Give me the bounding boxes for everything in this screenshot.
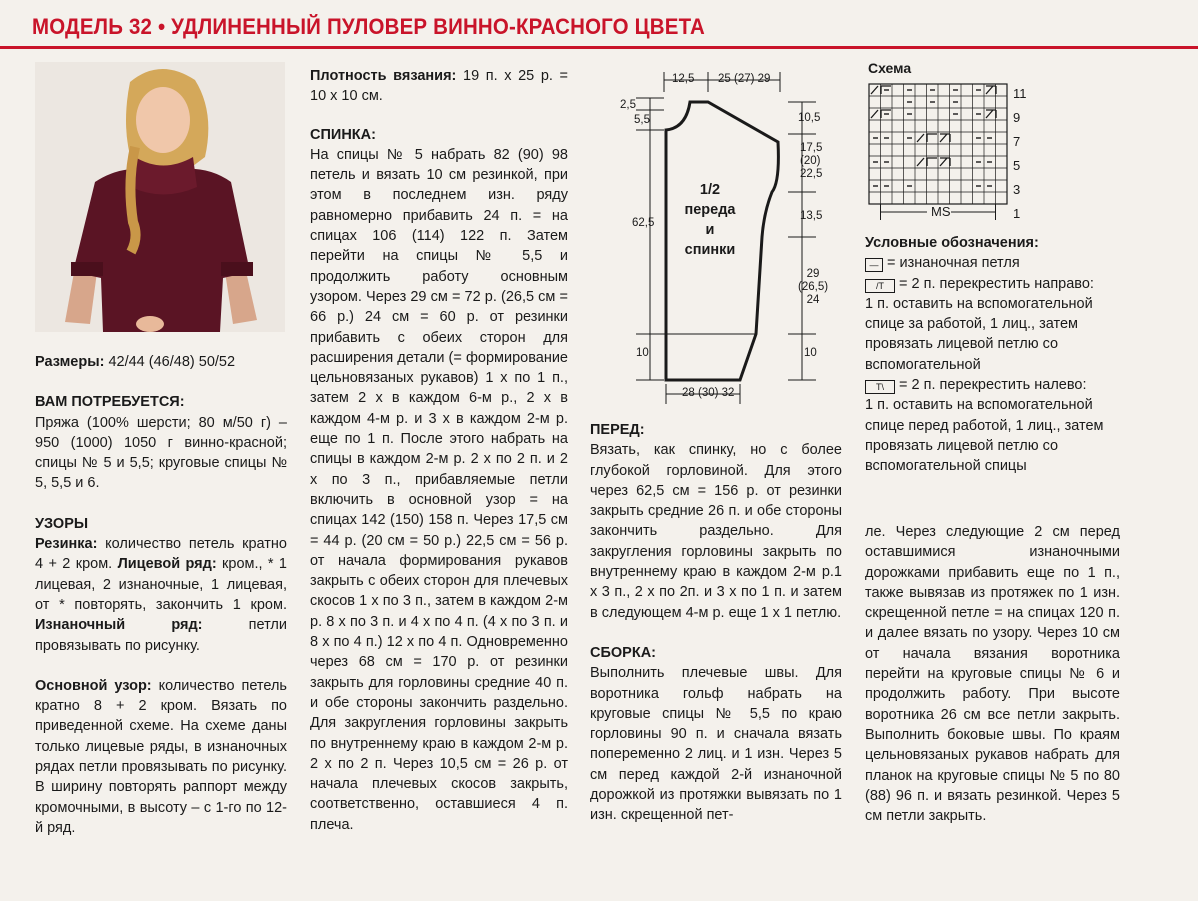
column-3 [590, 420, 842, 826]
main-pattern-text: Основной узор: количество петель кратно 8 + 2 кром. Вязать по приведенной схеме. На схеме даны только лицевые ряды, в изнаночных рядах петли провязывать по рисунку. В ширину повторять раппорт между кромочными, в высоту – с 1-го по 12-й ряд. [35, 677, 287, 836]
rib-pattern-text: Резинка: количество петель кратно 4 + 2 кром. Лицевой ряд: кром., * 1 лицевая, 2 изнаночные, 1 лицевая, от * повторять, закончить 1 кром. Изнаночный ряд: петли провязывать по рисунку. [35, 536, 287, 654]
back-text: На спицы № 5 набрать 82 (90) 98 петель и вязать 10 см резинкой, при этом в последнем изн. ряду равномерно прибавить 24 п. = на спицах 106 (114) 122 п. Затем перейти на спицы № 5,5 и продолжить работу основным узором. Через 29 см = 72 р. (26,5 см = 66 р.) 24 см = 60 р. от резинки прибавить с обеих сторон для расширения детали (= формирование цельновязаных рукавов) 1 х по 1 п., затем 2 х в каждом 6-м р., 2 х в каждом 4-м р. и 3 х в каждом 2-м р. еще по 1 п. После этого набрать на спицы в каждом 2-м р. 2 х по 2 п. и 2 х по 3 п., прибавляемые петли включить в основной узор = на спицах 142 (150) 158 п. Через 17,5 см = 44 р. (20 см = 50 р.) 22,5 см = 56 р. от начала формирования рукавов закрыть с обеих сторон для плечевых скосов 1 х по 3 п., затем в каждом 2-м р. 8 х по 3 п. и 4 х по 4 п. (4 х по 3 п. и 8 х по 4 п.) 12 х по 4 п. Одновременно через 68 см = 170 р. от резинки закрыть для горловины средние 40 п. и обе стороны закончить раздельно. Для закругления горловины закрыть по внутреннему краю в каждом 2-м р. 2 х по 2 п. Через 10,5 см = 26 р. от начала плечевых скосов закрыть, соответственно, оставшиеся 4 п. плеча. [310, 146, 568, 833]
dim-neck-2: 5,5 [634, 114, 650, 126]
purl-symbol-icon: — [865, 258, 883, 272]
chart-legend [865, 233, 1120, 477]
legend-cross-right: /T = 2 п. перекрестить направо: [865, 274, 1120, 294]
dim-neck-1: 2,5 [620, 99, 636, 111]
column-2 [310, 66, 568, 835]
dim-bottom-width: 28 (30) 32 [682, 387, 735, 399]
back-heading: СПИНКА: [310, 126, 376, 143]
dim-top-neck: 12,5 [672, 73, 695, 85]
dim-left-height: 62,5 [632, 217, 655, 229]
sizes-value: 42/44 (46/48) 50/52 [104, 354, 236, 370]
page-title: МОДЕЛЬ 32 • УДЛИНЕННЫЙ ПУЛОВЕР ВИННО-КРАСНОГО ЦВЕТА [32, 14, 705, 39]
dim-right-armhole: 17,5 (20) 22,5 [800, 142, 823, 180]
dim-right-sleeve: 13,5 [800, 210, 823, 222]
column-4 [865, 522, 1120, 826]
legend-heading: Условные обозначения: [865, 235, 1039, 251]
chart-row-numbers: 11 9 7 5 3 1 [1013, 86, 1027, 221]
front-text: Вязать, как спинку, но с более глубокой горловиной. Для этого через 62,5 см = 156 р. от резинки закрыть средние 26 п. и обе стороны закончить раздельно. Для закругления горловины закрыть по внутреннему краю в каждом 2-м р.1 х 3 п., 2 х по 2п. и 3 х по 1 п. и затем в следующем 4-м р. еще 1 х 1 петлю. [590, 442, 842, 621]
model-photo [35, 62, 285, 332]
cross-right-symbol-icon: /T [865, 279, 895, 293]
patterns-heading: УЗОРЫ [35, 515, 89, 532]
legend-cross-left: T\ = 2 п. перекрестить налево: [865, 375, 1120, 395]
legend-purl: — = изнаночная петля [865, 253, 1120, 273]
chart-footer: MS [931, 204, 951, 219]
materials-heading: ВАМ ПОТРЕБУЕТСЯ: [35, 394, 185, 411]
cross-left-symbol-icon: T\ [865, 380, 895, 394]
model-illustration [35, 62, 285, 332]
chart-title: Схема [868, 60, 912, 76]
schematic-label: 1/2 переда и спинки [684, 182, 736, 258]
dim-right-body: 29 (26,5) 24 [798, 268, 829, 306]
stitch-chart [865, 62, 1045, 232]
gauge-text: Плотность вязания: 19 п. х 25 р. = 10 х 10 см. [310, 68, 569, 105]
sizes-label: Размеры: [35, 354, 105, 370]
dim-right-shoulder: 10,5 [798, 112, 821, 124]
legend-cross-left-text: 1 п. оставить на вспомогательной спице перед работой, 1 лиц., затем провязать лицевой петлю со вспомогательной спицы [865, 397, 1104, 475]
dim-left-rib: 10 [636, 347, 649, 359]
materials-text: Пряжа (100% шерсти; 80 м/50 г) – 950 (1000) 1050 г винно-красной; спицы № 5 и 5,5; круговые спицы № 5, 5,5 и 6. [35, 414, 287, 492]
pattern-schematic [590, 62, 830, 407]
front-heading: ПЕРЕД: [590, 422, 645, 438]
column-1 [35, 352, 287, 838]
legend-cross-right-text: 1 п. оставить на вспомогательной спице за работой, 1 лиц., затем провязать лицевой петлю со вспомогательной [865, 295, 1093, 373]
dim-top-width: 25 (27) 29 [718, 73, 771, 85]
assembly-continued-text: ле. Через следующие 2 см перед оставшимися изнаночными дорожками прибавить еще по 1 п., также вывязав из протяжек по 1 изн. скрещенной петле = на спицах 120 п. и далее вязать по узору. Через 10 см от начала вязания воротника перейти на круговые спицы № 6 и продолжить работу. При высоте воротника 26 см все петли закрыть. Выполнить боковые швы. По краям цельновязаных рукавов набрать для планок на круговые спицы № 5 по 80 (88) 96 п. и вязать резинкой. Через 5 см петли закрыть. [865, 524, 1120, 825]
assembly-heading: СБОРКА: [590, 644, 656, 661]
assembly-text: Выполнить плечевые швы. Для воротника гольф набрать на круговые спицы № 5,5 по краю горловины 90 п. и сначала вязать попеременно 2 лиц. и 1 изн. Через 5 см перед каждой 2-й изнаночной дорожкой из протяжки вывязать по 1 изн. скрещенной пет- [590, 665, 842, 824]
dim-right-rib: 10 [804, 347, 817, 359]
title-rule [0, 46, 1198, 49]
